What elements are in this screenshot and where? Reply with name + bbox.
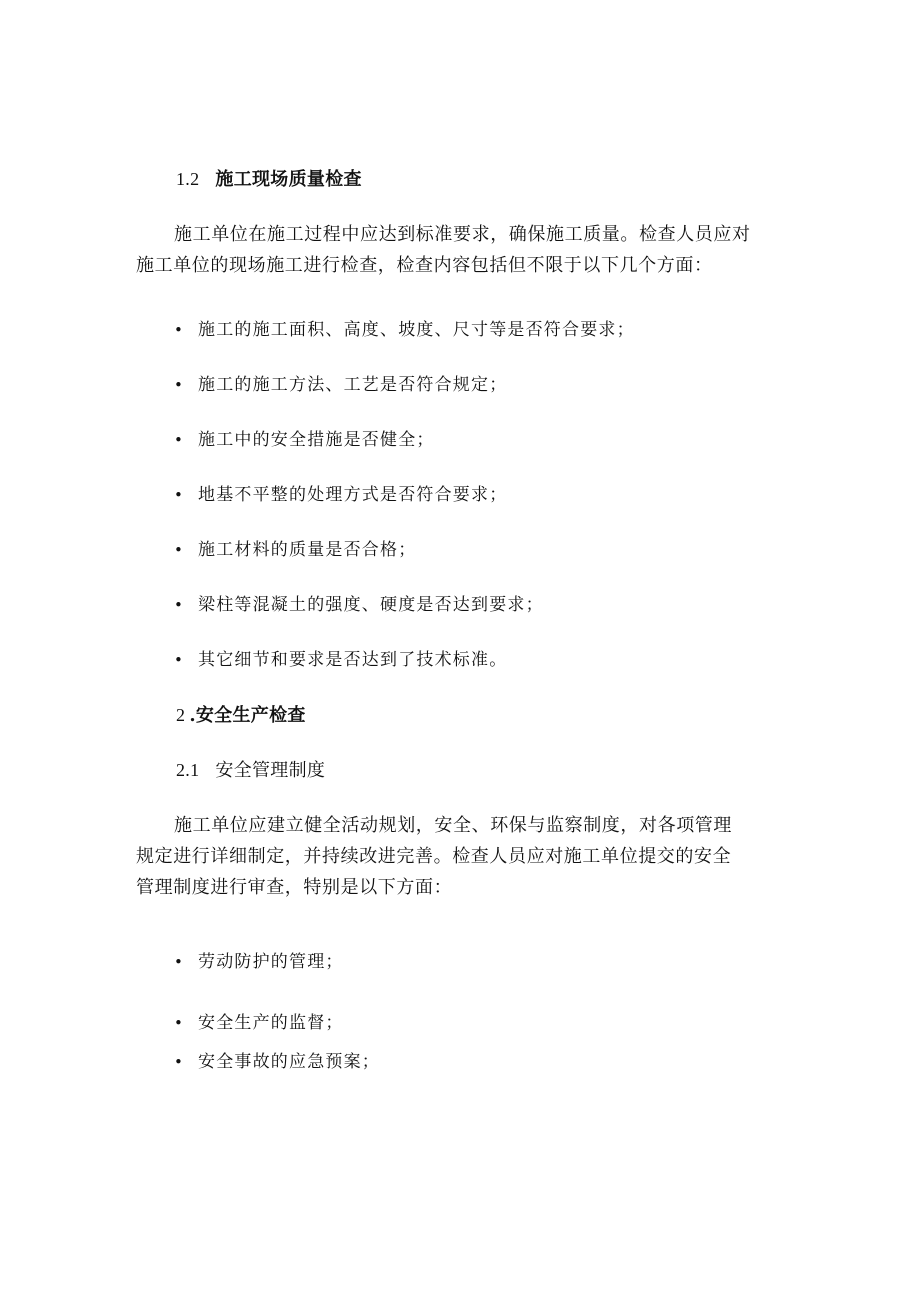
paragraph-line: 规定进行详细制定，并持续改进完善。检查人员应对施工单位提交的安全 [136,846,732,867]
section-title: .安全生产检查 [189,705,306,726]
paragraph-line: 施工单位的现场施工进行检查，检查内容包括但不限于以下几个方面： [136,255,713,276]
paragraph-line: 施工单位在施工过程中应达到标准要求，确保施工质量。检查人员应对 [174,224,751,245]
list-item [174,487,507,504]
list-item-text: 其它细节和要求是否达到了技术标准。 [198,650,508,670]
bullet-icon: • [174,596,185,614]
section-heading-2 [176,706,306,725]
section-heading-1-2 [176,170,362,189]
list-item [174,432,435,449]
section-heading-2-1 [176,761,325,780]
bullet-icon: • [174,376,185,394]
list-item [174,542,416,559]
section-number: 2.1 [176,760,200,780]
bullet-icon: • [174,953,185,971]
bullet-icon: • [174,541,185,559]
list-item [174,1054,380,1071]
list-item-text: 施工材料的质量是否合格； [198,540,417,560]
bullet-icon: • [174,321,185,339]
bullet-icon: • [174,431,185,449]
section-2-1-paragraph [136,810,796,903]
list-item-text: 梁柱等混凝土的强度、硬度是否达到要求； [198,595,544,615]
paragraph-line: 施工单位应建立健全活动规划，安全、环保与监察制度，对各项管理 [174,815,732,836]
list-item [174,954,344,971]
bullet-icon: • [174,486,185,504]
list-item [174,652,507,669]
section-number: 2 [176,705,186,725]
list-item-text: 施工的施工方法、工艺是否符合规定； [198,375,508,395]
list-item-text: 施工的施工面积、高度、坡度、尺寸等是否符合要求； [198,320,635,340]
bullet-icon: • [174,1053,185,1071]
list-item [174,597,544,614]
list-item-text: 劳动防护的管理； [198,952,344,972]
list-item [174,322,635,339]
section-title: 施工现场质量检查 [215,169,362,190]
list-item-text: 地基不平整的处理方式是否符合要求； [198,485,508,505]
section-1-2-paragraph [136,219,796,281]
paragraph-line: 管理制度进行审查，特别是以下方面： [136,877,453,898]
list-item-text: 安全生产的监督； [198,1013,344,1033]
list-item [174,377,507,394]
section-number: 1.2 [176,169,200,189]
bullet-icon: • [174,1014,185,1032]
list-item-text: 安全事故的应急预案； [198,1052,380,1072]
list-item [174,1015,344,1032]
list-item-text: 施工中的安全措施是否健全； [198,430,435,450]
bullet-icon: • [174,651,185,669]
section-title: 安全管理制度 [215,760,326,781]
